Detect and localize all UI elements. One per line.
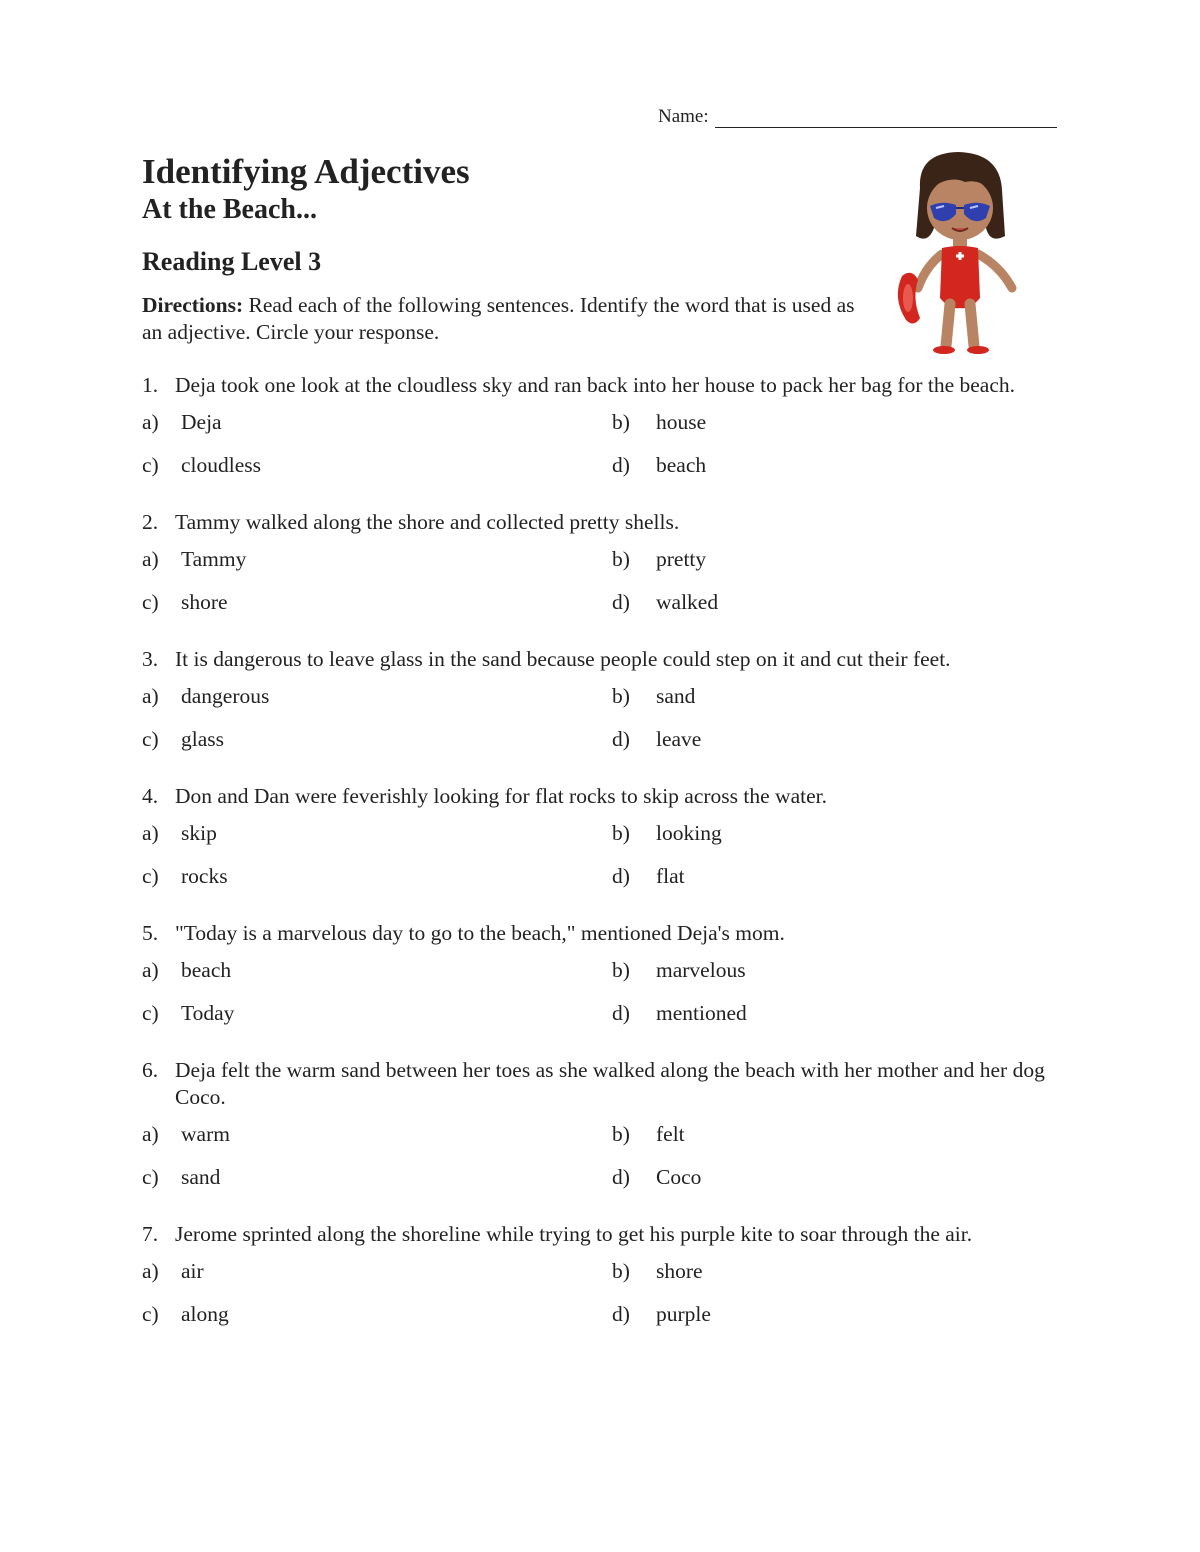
- option-letter: a): [142, 1122, 159, 1146]
- answer-options: [142, 820, 1062, 906]
- question-number: 4.: [142, 784, 159, 808]
- question-text: Tammy walked along the shore and collected pretty shells.: [175, 510, 680, 534]
- option-text: purple: [656, 1302, 711, 1326]
- option-text: along: [181, 1302, 229, 1326]
- answer-option-a[interactable]: [142, 683, 612, 726]
- answer-option-a[interactable]: [142, 546, 612, 589]
- reading-level: Reading Level 3: [142, 247, 322, 276]
- answer-options: [142, 1121, 1062, 1207]
- option-letter: c): [142, 590, 159, 614]
- question-text: Deja felt the warm sand between her toes as she walked along the beach with her mother and her dog Coco.: [175, 1058, 1045, 1109]
- option-letter: d): [612, 1302, 630, 1326]
- answer-option-a[interactable]: [142, 957, 612, 1000]
- answer-option-c[interactable]: [142, 1000, 612, 1043]
- option-text: glass: [181, 727, 224, 751]
- question-4: [142, 783, 1062, 906]
- option-text: Tammy: [181, 547, 247, 571]
- option-text: mentioned: [656, 1001, 747, 1025]
- option-letter: b): [612, 958, 630, 982]
- question-5: [142, 920, 1062, 1043]
- answer-option-c[interactable]: [142, 452, 612, 495]
- option-letter: c): [142, 1001, 159, 1025]
- answer-option-b[interactable]: [612, 957, 1052, 1000]
- answer-option-d[interactable]: [612, 1301, 1052, 1344]
- option-letter: b): [612, 684, 630, 708]
- worksheet-title: Identifying Adjectives: [142, 152, 470, 191]
- option-text: Coco: [656, 1165, 702, 1189]
- answer-options: [142, 683, 1062, 769]
- question-number: 3.: [142, 647, 159, 671]
- option-text: leave: [656, 727, 702, 751]
- option-text: rocks: [181, 864, 228, 888]
- question-number: 2.: [142, 510, 159, 534]
- question-number: 7.: [142, 1222, 159, 1246]
- answer-option-b[interactable]: [612, 820, 1052, 863]
- option-letter: b): [612, 1122, 630, 1146]
- option-text: felt: [656, 1122, 685, 1146]
- name-field[interactable]: [658, 106, 1057, 128]
- option-letter: a): [142, 684, 159, 708]
- answer-option-c[interactable]: [142, 1301, 612, 1344]
- answer-options: [142, 409, 1062, 495]
- option-text: Today: [181, 1001, 235, 1025]
- option-letter: b): [612, 547, 630, 571]
- option-text: cloudless: [181, 453, 262, 477]
- answer-options: [142, 957, 1062, 1043]
- directions: [142, 292, 862, 346]
- answer-option-c[interactable]: [142, 726, 612, 769]
- question-number: 1.: [142, 373, 159, 397]
- question-stem: [142, 509, 1062, 536]
- answer-option-b[interactable]: [612, 546, 1052, 589]
- directions-text: Read each of the following sentences. Identify the word that is used as an adjective. Circle your response.: [142, 293, 855, 344]
- answer-option-d[interactable]: [612, 1000, 1052, 1043]
- option-letter: c): [142, 864, 159, 888]
- question-2: [142, 509, 1062, 632]
- answer-option-a[interactable]: [142, 409, 612, 452]
- answer-option-c[interactable]: [142, 1164, 612, 1207]
- option-letter: a): [142, 1259, 159, 1283]
- answer-option-d[interactable]: [612, 863, 1052, 906]
- name-label: Name:: [658, 106, 709, 127]
- option-text: air: [181, 1259, 204, 1283]
- question-stem: [142, 372, 1062, 399]
- question-text: "Today is a marvelous day to go to the beach," mentioned Deja's mom.: [175, 921, 785, 945]
- answer-option-b[interactable]: [612, 683, 1052, 726]
- answer-option-d[interactable]: [612, 589, 1052, 632]
- option-text: warm: [181, 1122, 230, 1146]
- option-text: house: [656, 410, 707, 434]
- answer-option-b[interactable]: [612, 1258, 1052, 1301]
- answer-options: [142, 546, 1062, 632]
- option-text: shore: [656, 1259, 703, 1283]
- option-text: shore: [181, 590, 228, 614]
- option-text: flat: [656, 864, 685, 888]
- answer-option-d[interactable]: [612, 452, 1052, 495]
- option-text: pretty: [656, 547, 707, 571]
- answer-option-a[interactable]: [142, 820, 612, 863]
- option-letter: d): [612, 590, 630, 614]
- worksheet-subtitle: At the Beach...: [142, 194, 317, 225]
- answer-option-d[interactable]: [612, 1164, 1052, 1207]
- option-text: skip: [181, 821, 217, 845]
- name-blank-line[interactable]: [715, 109, 1057, 128]
- answer-option-c[interactable]: [142, 863, 612, 906]
- question-stem: [142, 1057, 1062, 1111]
- answer-options: [142, 1258, 1062, 1344]
- option-letter: d): [612, 1165, 630, 1189]
- question-stem: [142, 920, 1062, 947]
- option-letter: b): [612, 821, 630, 845]
- question-text: Don and Dan were feverishly looking for flat rocks to skip across the water.: [175, 784, 827, 808]
- option-letter: a): [142, 958, 159, 982]
- question-text: It is dangerous to leave glass in the sand because people could step on it and cut their feet.: [175, 647, 951, 671]
- question-stem: [142, 1221, 1062, 1248]
- question-stem: [142, 783, 1062, 810]
- answer-option-b[interactable]: [612, 409, 1052, 452]
- option-letter: d): [612, 453, 630, 477]
- directions-label: Directions:: [142, 293, 244, 317]
- answer-option-a[interactable]: [142, 1121, 612, 1164]
- option-letter: d): [612, 727, 630, 751]
- option-text: looking: [656, 821, 722, 845]
- option-letter: a): [142, 410, 159, 434]
- option-letter: d): [612, 1001, 630, 1025]
- answer-option-d[interactable]: [612, 726, 1052, 769]
- answer-option-b[interactable]: [612, 1121, 1052, 1164]
- question-text: Deja took one look at the cloudless sky and ran back into her house to pack her bag for the beach.: [175, 373, 1016, 397]
- question-text: Jerome sprinted along the shoreline while trying to get his purple kite to soar through the air.: [175, 1222, 973, 1246]
- option-text: beach: [181, 958, 232, 982]
- option-letter: c): [142, 1302, 159, 1326]
- question-list: [142, 372, 1062, 1358]
- question-number: 5.: [142, 921, 159, 945]
- option-letter: a): [142, 821, 159, 845]
- option-text: sand: [181, 1165, 221, 1189]
- question-stem: [142, 646, 1062, 673]
- answer-option-a[interactable]: [142, 1258, 612, 1301]
- option-text: sand: [656, 684, 696, 708]
- question-number: 6.: [142, 1058, 159, 1082]
- question-6: [142, 1057, 1062, 1207]
- option-text: Deja: [181, 410, 222, 434]
- question-1: [142, 372, 1062, 495]
- question-3: [142, 646, 1062, 769]
- lifeguard-girl-icon: [890, 148, 1030, 358]
- option-letter: b): [612, 1259, 630, 1283]
- option-letter: a): [142, 547, 159, 571]
- option-text: walked: [656, 590, 719, 614]
- option-letter: c): [142, 1165, 159, 1189]
- option-text: beach: [656, 453, 707, 477]
- question-7: [142, 1221, 1062, 1344]
- option-text: marvelous: [656, 958, 746, 982]
- option-letter: c): [142, 453, 159, 477]
- answer-option-c[interactable]: [142, 589, 612, 632]
- option-letter: d): [612, 864, 630, 888]
- option-text: dangerous: [181, 684, 270, 708]
- option-letter: c): [142, 727, 159, 751]
- option-letter: b): [612, 410, 630, 434]
